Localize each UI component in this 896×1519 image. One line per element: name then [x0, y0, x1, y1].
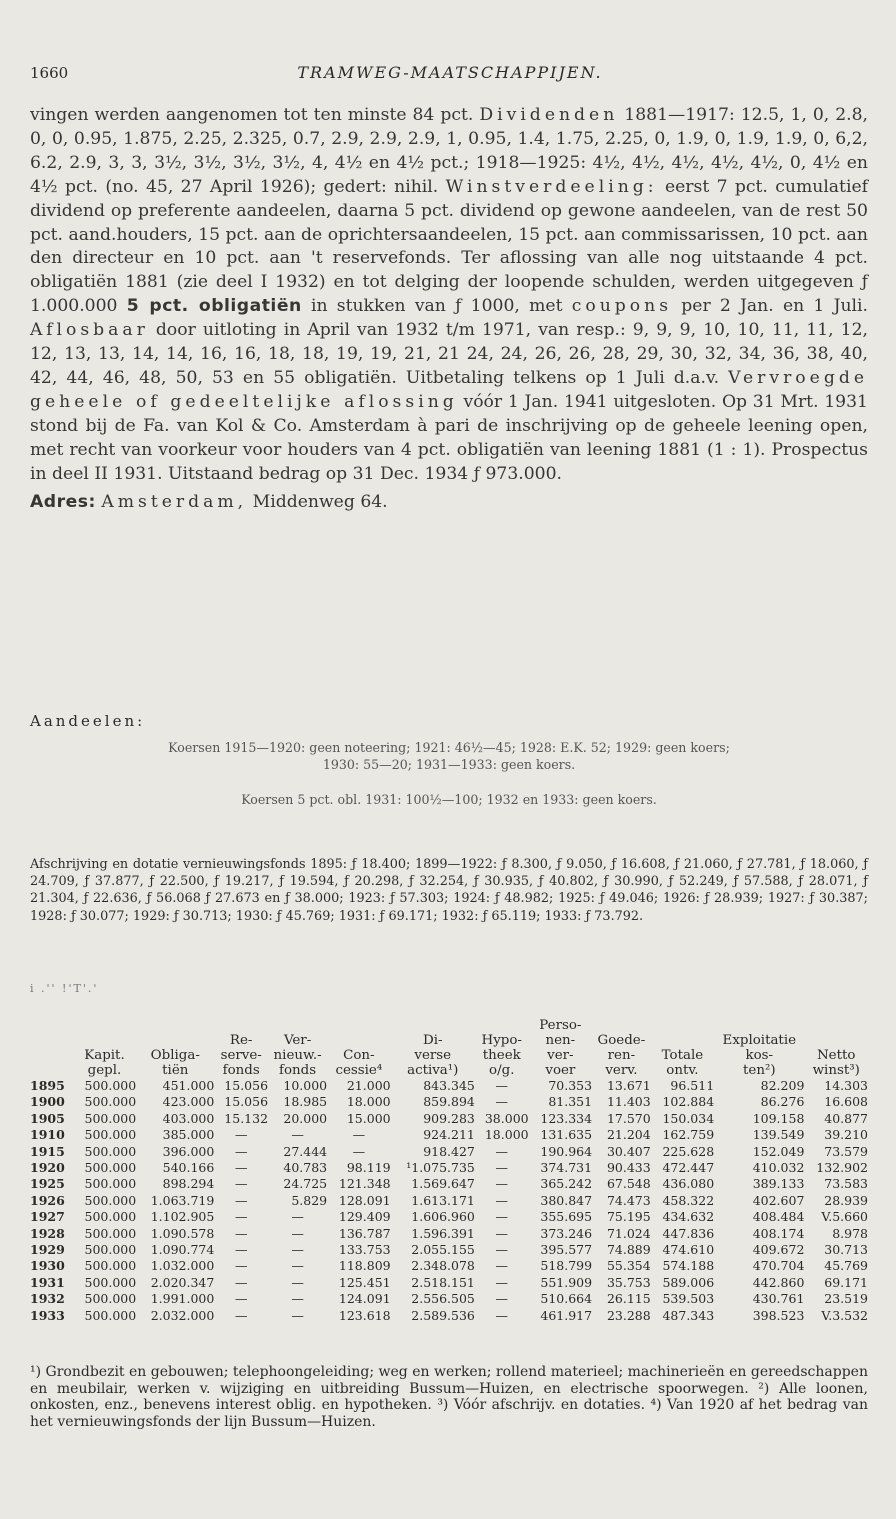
table-cell: 396.000 — [162, 1143, 215, 1159]
table-cell: 518.799 — [540, 1258, 593, 1274]
table-cell: 15.056 — [224, 1094, 269, 1110]
table-cell: 150.034 — [662, 1110, 715, 1126]
table-cell: 73.583 — [824, 1176, 868, 1192]
table-cell: — — [495, 1143, 508, 1159]
table-cell: 470.704 — [752, 1258, 805, 1274]
body-text-segment: per 2 Jan. en 1 Juli. — [681, 296, 868, 317]
year-cell: 1895 — [30, 1078, 65, 1093]
column-header-cell: Perso- — [539, 1018, 582, 1033]
column-header-cell: Totale — [661, 1048, 704, 1063]
page-header — [30, 60, 870, 86]
column-header-cell — [327, 1018, 390, 1033]
column-header-cell — [30, 1063, 73, 1078]
table-cell: — — [234, 1209, 248, 1225]
column-header-cell: Obliga- — [150, 1048, 200, 1063]
financial-table — [30, 1018, 868, 1324]
table-cell: 35.753 — [606, 1274, 651, 1290]
share-prices-line: 1930: 55—20; 1931—1933: geen koers. — [322, 757, 576, 772]
table-cell: 13.671 — [606, 1078, 651, 1093]
page-number: 1660 — [30, 64, 69, 82]
column-header-cell — [136, 1018, 214, 1033]
column-header-cell: fonds — [279, 1063, 317, 1078]
table-header-row — [30, 1048, 868, 1063]
table-cell: 132.902 — [816, 1160, 868, 1176]
column-header-cell: Re- — [229, 1033, 253, 1048]
table-cell: 2.348.078 — [411, 1258, 475, 1274]
table-cell: 380.847 — [540, 1192, 593, 1208]
coupons-term: coupons — [571, 296, 673, 317]
table-cell: 373.246 — [540, 1225, 593, 1241]
table-cell: 20.000 — [283, 1110, 328, 1126]
financial-table-header — [30, 1018, 868, 1078]
table-cell: 26.115 — [606, 1291, 651, 1307]
table-cell: 859.894 — [423, 1094, 475, 1110]
table-cell: 15.056 — [224, 1078, 269, 1093]
column-header-cell: o/g. — [489, 1063, 515, 1078]
year-cell: 1928 — [30, 1225, 65, 1241]
table-cell: 136.787 — [338, 1225, 391, 1241]
year-cell: 1915 — [30, 1143, 65, 1159]
table-cell: 69.171 — [824, 1274, 868, 1290]
column-header-cell: kos- — [745, 1048, 774, 1063]
year-cell: 1927 — [30, 1209, 65, 1225]
table-cell: 225.628 — [662, 1143, 715, 1159]
table-cell: 15.132 — [224, 1110, 269, 1126]
table-cell: — — [291, 1291, 304, 1307]
table-cell: — — [234, 1274, 248, 1290]
table-cell: 15.000 — [346, 1110, 391, 1126]
table-cell: 1.032.000 — [150, 1258, 215, 1274]
body-text-segment: vóór 1 Jan. 1941 uitgesloten. Op 31 Mrt. 1931 stond bij de Fa. van Kol & Co. Amsterdam à pari de inschrijving op de geheele leening open, met recht van voorkeur voor houders van 4 pct. obligatiën van leening 1881 (1 : 1). Prospectus in deel II 1931. Uitstaand bedrag op 31 Dec. 1934 ƒ 973.000. — [30, 391, 868, 484]
table-cell: 539.503 — [662, 1291, 715, 1307]
table-cell: 139.549 — [752, 1127, 805, 1143]
column-header-cell: ren- — [607, 1048, 636, 1063]
table-cell: 1.606.960 — [411, 1209, 475, 1225]
body-text-segment: door uitloting in April van 1932 t/m 1971, van resp.: 9, 9, 9, 10, 10, 11, 11, 12, 12, 13, 13, 14, 14, 16, 16, 18, 18, 19, 19, 21, 21 24, 24, 26, 26, 28, 29, 30, 32, 34, 36, 38, 40, 42, 44, 46, 48, 50, 53 en 55 obligatiën. Uitbetaling telkens op 1 Juli d.a.v. — [30, 320, 868, 388]
table-cell: 500.000 — [84, 1143, 137, 1159]
table-row — [30, 1308, 868, 1324]
table-cell: 500.000 — [84, 1110, 137, 1126]
table-cell: 131.635 — [540, 1127, 593, 1143]
table-cell: V.5.660 — [821, 1209, 868, 1225]
table-cell: 423.000 — [162, 1094, 215, 1110]
year-cell: 1930 — [30, 1258, 65, 1274]
table-cell: — — [495, 1209, 508, 1225]
table-cell: 24.725 — [283, 1176, 328, 1192]
aandeelen-heading: Aandeelen: — [30, 712, 146, 730]
table-cell: — — [291, 1225, 304, 1241]
table-cell: 500.000 — [84, 1307, 137, 1323]
table-cell: 410.032 — [752, 1160, 805, 1176]
table-cell: 2.589.536 — [411, 1307, 475, 1323]
table-cell: 55.354 — [606, 1258, 651, 1274]
table-row — [30, 1160, 868, 1176]
table-cell: 23.519 — [824, 1291, 868, 1307]
table-row — [30, 1193, 868, 1209]
address-city: Amsterdam, — [101, 491, 248, 512]
table-cell: 898.294 — [162, 1176, 215, 1192]
table-cell: — — [495, 1225, 508, 1241]
column-header-cell — [30, 1048, 73, 1063]
table-cell: 2.556.505 — [411, 1291, 475, 1307]
table-cell: 82.209 — [760, 1078, 805, 1093]
table-cell: 500.000 — [84, 1176, 137, 1192]
table-cell: 123.618 — [338, 1307, 391, 1323]
running-title: TRAMWEG-MAATSCHAPPIJEN. — [297, 63, 603, 82]
table-cell: 71.024 — [606, 1225, 651, 1241]
column-header-cell — [475, 1018, 529, 1033]
vervroegde-aflossing-term: Vervroegde geheele of gedeeltelijke aflossing — [30, 367, 868, 412]
table-cell: 1.613.171 — [411, 1192, 475, 1208]
table-cell: — — [495, 1242, 508, 1258]
column-header-cell: ten²) — [743, 1063, 776, 1078]
depreciation-paragraph: Afschrijving en dotatie vernieuwingsfonds 1895: ƒ 18.400; 1899—1922: ƒ 8.300, ƒ 9.050, ƒ 16.608, ƒ 21.060, ƒ 27.781, ƒ 18.060, ƒ 24.709, ƒ 37.877, ƒ 22.500, ƒ 19.217, ƒ 19.594, ƒ 20.298, ƒ 32.254, ƒ 30.935, ƒ 40.802, ƒ 30.990, ƒ 52.249, ƒ 57.588, ƒ 28.071, ƒ 21.304, ƒ 22.636, ƒ 56.068 ƒ 27.673 en ƒ 38.000; 1923: ƒ 57.303; 1924: ƒ 48.982; 1925: ƒ 49.046; 1926: ƒ 28.939; 1927: ƒ 30.387; 1928: ƒ 30.077; 1929: ƒ 30.713; 1930: ƒ 45.769; 1931: ƒ 69.171; 1932: ƒ 65.119; 1933: ƒ 73.792. — [30, 857, 868, 924]
table-cell: 403.000 — [162, 1110, 215, 1126]
column-header-cell — [30, 1033, 73, 1048]
table-cell: 447.836 — [662, 1225, 715, 1241]
table-cell: V.3.532 — [821, 1307, 868, 1323]
table-cell: — — [291, 1242, 304, 1258]
table-cell: 38.000 — [484, 1110, 529, 1126]
table-cell: 500.000 — [84, 1127, 137, 1143]
table-cell: 430.761 — [752, 1291, 805, 1307]
bond-prices: Koersen 5 pct. obl. 1931: 100½—100; 1932 en 1933: geen koers. — [241, 792, 657, 807]
table-cell: 2.518.151 — [411, 1274, 475, 1290]
column-header-cell: tiën — [162, 1063, 189, 1078]
column-header-cell: Exploitatie — [722, 1033, 797, 1048]
table-cell: 2.020.347 — [150, 1274, 215, 1290]
table-cell: 70.353 — [548, 1078, 593, 1093]
table-cell: 73.579 — [824, 1143, 868, 1159]
table-cell: 40.877 — [824, 1110, 868, 1126]
table-cell: 18.000 — [346, 1094, 391, 1110]
footnotes: ¹) Grondbezit en gebouwen; telephoongeleiding; weg en werken; rollend materieel; machinerieën en gereedschappen en meubilair, werken v. wijziging en uitbreiding Bussum—Huizen, en electrische spoorwegen. ²) Alle loonen, onkosten, enz., benevens interest oblig. en hypotheken. ³) Vóór afschrijv. en dotaties. ⁴) Van 1920 af het bedrag van het vernieuwingsfonds der lijn Bussum—Huizen. — [30, 1364, 868, 1430]
year-cell: 1920 — [30, 1160, 65, 1176]
table-row — [30, 1094, 868, 1110]
column-header-cell — [30, 1018, 73, 1033]
table-cell: 442.860 — [752, 1274, 805, 1290]
table-cell: 2.055.155 — [411, 1242, 475, 1258]
body-text-segment: in stukken van ƒ 1000, met — [310, 296, 563, 317]
table-cell: — — [495, 1094, 508, 1110]
financial-table-body — [30, 1078, 868, 1324]
table-cell: — — [495, 1307, 508, 1323]
table-row — [30, 1226, 868, 1242]
column-header-cell — [651, 1033, 714, 1048]
table-cell: 10.000 — [283, 1078, 328, 1093]
table-cell: 451.000 — [162, 1078, 215, 1093]
table-cell: 909.283 — [423, 1110, 475, 1126]
table-cell: — — [234, 1143, 248, 1159]
table-cell: 109.158 — [752, 1110, 805, 1126]
table-cell: 118.809 — [338, 1258, 391, 1274]
column-header-cell: activa¹) — [407, 1063, 459, 1078]
table-cell: 5.829 — [291, 1192, 328, 1208]
table-cell: 389.133 — [752, 1176, 805, 1192]
table-cell: 1.569.647 — [411, 1176, 475, 1192]
column-header-cell — [714, 1018, 804, 1033]
table-cell: 67.548 — [606, 1176, 651, 1192]
column-header-cell: gepl. — [87, 1063, 122, 1078]
winstverdeeling-heading: Winstverdeeling: — [445, 176, 658, 197]
body-text-segment: 1881—1917: 12.5, 1, 0, 2.8, 0, 0, 0.95, 1.875, 2.25, 2.325, 0.7, 2.9, 2.9, 2.9, 1, 0.95, 1.4, 1.75, 2.25, 0, 1.9, 0, 1.9, 1.9, 0, 6,2, 6.2, 2.9, 3, 3, 3½, 3½, 3½, 3½, 4, 4½ en 4½ pct.; 1918—1925: 4½, 4½, 4½, 4½, 4½, 0, 4½ en 4½ pct. (no. 45, 27 April 1926); gedert: nihil. — [30, 105, 868, 197]
table-cell: ¹1.075.735 — [406, 1160, 475, 1176]
table-row — [30, 1258, 868, 1274]
table-cell: 162.759 — [662, 1127, 715, 1143]
table-cell: — — [234, 1258, 248, 1274]
table-cell: 129.409 — [338, 1209, 391, 1225]
year-cell: 1926 — [30, 1192, 65, 1208]
body-text-segment: eerst 7 pct. cumulatief dividend op preferente aandeelen, daarna 5 pct. dividend op gewone aandeelen, van de rest 50 pct. aand.houders, 15 pct. aan de oprichtersaandeelen, 15 pct. aan commissarissen, 10 pct. aan den directeur en 10 pct. aan 't reservefonds. Ter aflossing van alle nog uitstaande 4 pct. obligatiën 1881 (zie deel I 1932) en tot delging der loopende schulden, werden uitgegeven ƒ 1.000.000 — [30, 176, 868, 317]
table-cell: 408.174 — [752, 1225, 805, 1241]
table-cell: 96.511 — [670, 1078, 715, 1093]
table-cell: 458.322 — [662, 1192, 715, 1208]
table-cell: 14.303 — [824, 1078, 868, 1093]
address-line — [30, 491, 868, 515]
column-header-cell: voer — [545, 1063, 576, 1078]
share-prices-line: Koersen 1915—1920: geen noteering; 1921: 46½—45; 1928: E.K. 52; 1929: geen koers; — [168, 740, 730, 755]
table-cell: 1.102.905 — [150, 1209, 215, 1225]
table-cell: — — [234, 1127, 248, 1143]
table-cell: 30.407 — [606, 1143, 651, 1159]
table-cell: 395.577 — [540, 1242, 593, 1258]
table-cell: 1.090.578 — [150, 1225, 215, 1241]
table-cell: — — [495, 1192, 508, 1208]
column-header-cell: cessie⁴ — [335, 1063, 383, 1078]
table-cell: 500.000 — [84, 1160, 137, 1176]
table-header-row — [30, 1033, 868, 1048]
table-cell: 1.063.719 — [150, 1192, 215, 1208]
table-cell: 39.210 — [824, 1127, 868, 1143]
table-cell: 17.570 — [606, 1110, 651, 1126]
table-cell: 436.080 — [662, 1176, 715, 1192]
table-cell: 21.000 — [346, 1078, 391, 1093]
table-cell: — — [352, 1143, 366, 1159]
column-header-cell: Kapit. — [84, 1048, 125, 1063]
table-cell: 133.753 — [338, 1242, 391, 1258]
column-header-cell: Goede- — [597, 1033, 646, 1048]
margin-mark: i .'' !'T'.' — [30, 982, 99, 995]
table-cell: 21.204 — [606, 1127, 651, 1143]
table-row — [30, 1111, 868, 1127]
column-header-cell — [592, 1018, 651, 1033]
table-cell: 74.889 — [606, 1242, 651, 1258]
table-cell: 102.884 — [662, 1094, 715, 1110]
address-street: Middenweg 64. — [252, 491, 388, 512]
table-cell: 2.032.000 — [150, 1307, 215, 1323]
column-header-cell: verse — [414, 1048, 452, 1063]
table-cell: 81.351 — [548, 1094, 593, 1110]
year-cell: 1931 — [30, 1274, 65, 1290]
aflosbaar-heading: Aflosbaar — [30, 320, 149, 341]
table-row — [30, 1127, 868, 1143]
table-cell: 409.672 — [752, 1242, 805, 1258]
table-cell: — — [234, 1192, 248, 1208]
table-cell: 402.607 — [752, 1192, 805, 1208]
table-cell: 500.000 — [84, 1225, 137, 1241]
table-cell: 11.403 — [606, 1094, 651, 1110]
table-cell: 500.000 — [84, 1192, 137, 1208]
table-cell: — — [352, 1127, 366, 1143]
table-cell: 128.091 — [338, 1192, 391, 1208]
table-cell: 28.939 — [824, 1192, 868, 1208]
column-header-cell — [268, 1018, 327, 1033]
table-cell: 500.000 — [84, 1291, 137, 1307]
column-header-cell — [73, 1033, 136, 1048]
table-cell: 365.242 — [540, 1176, 593, 1192]
table-cell: 500.000 — [84, 1274, 137, 1290]
table-cell: — — [495, 1274, 508, 1290]
table-cell: — — [234, 1291, 248, 1307]
year-cell: 1932 — [30, 1291, 65, 1307]
table-cell: 121.348 — [338, 1176, 391, 1192]
table-cell: 551.909 — [540, 1274, 593, 1290]
table-header-row — [30, 1063, 868, 1078]
table-cell: 1.090.774 — [150, 1242, 215, 1258]
column-header-cell — [136, 1033, 214, 1048]
table-cell: — — [291, 1258, 304, 1274]
table-cell: 355.695 — [540, 1209, 593, 1225]
dividenden-heading: Dividenden — [479, 105, 619, 125]
year-cell: 1929 — [30, 1242, 65, 1258]
column-header-cell — [804, 1033, 868, 1048]
table-cell: 1.991.000 — [150, 1291, 215, 1307]
table-cell: 152.049 — [752, 1143, 805, 1159]
table-cell: 385.000 — [162, 1127, 215, 1143]
table-row — [30, 1275, 868, 1291]
table-header-row — [30, 1018, 868, 1033]
table-cell: — — [291, 1209, 304, 1225]
table-row — [30, 1291, 868, 1307]
table-cell: — — [234, 1242, 248, 1258]
column-header-cell: Di- — [422, 1033, 443, 1048]
company-description — [30, 104, 868, 514]
table-cell: — — [495, 1078, 508, 1093]
table-cell: — — [495, 1291, 508, 1307]
table-cell: 16.608 — [824, 1094, 868, 1110]
column-header-cell: fonds — [222, 1063, 260, 1078]
column-header-cell — [651, 1018, 714, 1033]
table-cell: 474.610 — [662, 1242, 715, 1258]
table-cell: 1.596.391 — [411, 1225, 475, 1241]
table-cell: 18.000 — [484, 1127, 529, 1143]
column-header-cell — [214, 1018, 268, 1033]
table-row — [30, 1209, 868, 1225]
table-cell: 540.166 — [162, 1160, 215, 1176]
table-cell: 500.000 — [84, 1258, 137, 1274]
table-cell: 8.978 — [832, 1225, 868, 1241]
year-cell: 1905 — [30, 1110, 65, 1126]
table-cell: — — [234, 1160, 248, 1176]
table-cell: — — [291, 1274, 304, 1290]
table-cell: 510.664 — [540, 1291, 593, 1307]
table-cell: 500.000 — [84, 1094, 137, 1110]
year-cell: 1900 — [30, 1094, 65, 1110]
table-row — [30, 1144, 868, 1160]
table-cell: 98.119 — [346, 1160, 391, 1176]
table-cell: 843.345 — [423, 1078, 475, 1093]
table-cell: 86.276 — [760, 1094, 805, 1110]
table-cell: 123.334 — [540, 1110, 593, 1126]
obligatien-heading: 5 pct. obligatiën — [126, 296, 302, 317]
table-cell: 461.917 — [540, 1307, 593, 1323]
column-header-cell: serve- — [220, 1048, 262, 1063]
table-cell: 574.188 — [662, 1258, 715, 1274]
table-cell: 589.006 — [662, 1274, 715, 1290]
table-cell: 75.195 — [606, 1209, 651, 1225]
table-cell: 190.964 — [540, 1143, 593, 1159]
table-row — [30, 1078, 868, 1094]
table-cell: 74.473 — [606, 1192, 651, 1208]
table-cell: — — [495, 1160, 508, 1176]
table-cell: 924.211 — [423, 1127, 475, 1143]
table-cell: 500.000 — [84, 1078, 137, 1093]
table-cell: — — [234, 1225, 248, 1241]
table-cell: 398.523 — [752, 1307, 805, 1323]
table-cell: — — [495, 1176, 508, 1192]
column-header-cell: Hypo- — [481, 1033, 522, 1048]
table-cell: — — [234, 1176, 248, 1192]
column-header-cell — [391, 1018, 475, 1033]
table-row — [30, 1176, 868, 1192]
year-cell: 1925 — [30, 1176, 65, 1192]
column-header-cell — [804, 1018, 868, 1033]
column-header-cell: Ver- — [283, 1033, 312, 1048]
table-cell: — — [291, 1127, 304, 1143]
table-cell: 500.000 — [84, 1209, 137, 1225]
column-header-cell: Netto — [816, 1048, 856, 1063]
address-label: Adres: — [30, 491, 96, 512]
table-row — [30, 1242, 868, 1258]
column-header-cell: verv. — [605, 1063, 638, 1078]
body-text-segment: vingen werden aangenomen tot ten minste 84 pct. — [30, 105, 474, 125]
column-header-cell: theek — [482, 1048, 521, 1063]
table-cell: 18.985 — [283, 1094, 328, 1110]
table-cell: 23.288 — [606, 1307, 651, 1323]
share-prices — [30, 739, 868, 773]
table-cell: — — [495, 1258, 508, 1274]
table-cell: 90.433 — [606, 1160, 651, 1176]
table-cell: — — [291, 1307, 304, 1323]
table-cell: 434.632 — [662, 1209, 715, 1225]
column-header-cell — [73, 1018, 136, 1033]
table-cell: 125.451 — [338, 1274, 391, 1290]
table-cell: 408.484 — [752, 1209, 805, 1225]
table-cell: 500.000 — [84, 1242, 137, 1258]
table-cell: — — [234, 1307, 248, 1323]
year-cell: 1933 — [30, 1307, 65, 1323]
column-header-cell — [327, 1033, 390, 1048]
column-header-cell: Con- — [343, 1048, 375, 1063]
table-cell: 27.444 — [283, 1143, 328, 1159]
year-cell: 1910 — [30, 1127, 65, 1143]
column-header-cell: nen- — [545, 1033, 576, 1048]
table-cell: 487.343 — [662, 1307, 715, 1323]
column-header-cell: ver- — [547, 1048, 574, 1063]
table-cell: 30.713 — [824, 1242, 868, 1258]
table-cell: 374.731 — [540, 1160, 593, 1176]
column-header-cell: ontv. — [666, 1063, 699, 1078]
table-cell: 124.091 — [338, 1291, 391, 1307]
column-header-cell: winst³) — [812, 1063, 860, 1078]
table-cell: 472.447 — [662, 1160, 715, 1176]
table-cell: 918.427 — [423, 1143, 475, 1159]
table-cell: 40.783 — [283, 1160, 328, 1176]
column-header-cell: nieuw.- — [273, 1048, 322, 1063]
table-cell: 45.769 — [824, 1258, 868, 1274]
